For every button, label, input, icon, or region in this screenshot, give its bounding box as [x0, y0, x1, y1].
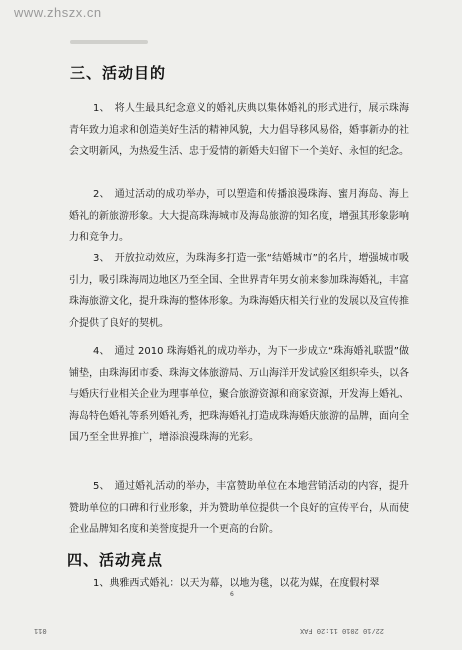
- paragraph-4: 4、 通过 2010 珠海婚礼的成功举办，为下一步成立“珠海婚礼联盟”做铺垫，由珠海团市委、珠海文体旅游局、万山海洋开发试验区组织牵头，以各与婚庆行业相关企业为理事单位，聚合旅游资源和商家资源，开发海上婚礼、海岛特色婚礼等系列婚礼秀，把珠海婚礼打造成珠海婚庆旅游的品牌，面向全国乃至全世界推广，增添浪漫珠海的光彩。: [69, 346, 409, 443]
- page-number: 6: [230, 591, 234, 598]
- paragraph-5: 5、 通过婚礼活动的举办，丰富赞助单位在本地营销活动的内容，提升赞助单位的口碑和行业形象，并为赞助单位提供一个良好的宣传平台，从而使企业品牌知名度和美誉度提升一个更高的台阶。: [69, 481, 409, 535]
- fax-header: 22/10 2010 11:20 FAX: [300, 626, 385, 634]
- fax-page-number: 011: [34, 626, 47, 634]
- highlight-item-1: 1、典雅西式婚礼：以天为幕，以地为毯，以花为媒，在度假村翠: [93, 578, 380, 589]
- scan-smudge: [70, 40, 148, 44]
- paragraph-1: 1、 将人生最具纪念意义的婚礼庆典以集体婚礼的形式进行，展示珠海青年致力追求和创造美好生活的精神风貌，大力倡导移风易俗，婚事新办的社会文明新风，为热爱生活、忠于爱情的新婚夫妇留下一个美好、永恒的纪念。: [69, 103, 409, 157]
- section-heading-purpose: 三、活动目的: [70, 64, 167, 82]
- paragraph-2: 2、 通过活动的成功举办，可以塑造和传播浪漫珠海、蜜月海岛、海上婚礼的新旅游形象。大大提高珠海城市及海岛旅游的知名度，增强其形象影响力和竞争力。: [69, 189, 409, 243]
- paragraph-3: 3、 开放拉动效应，为珠海多打造一张“结婚城市”的名片，增强城市吸引力，吸引珠海周边地区乃至全国、全世界青年男女前来参加珠海婚礼，丰富珠海旅游文化，提升珠海的整体形象。为珠海婚庆相关行业的发展以及宣传推介提供了良好的契机。: [69, 253, 409, 329]
- watermark: www.zhszx.cn: [14, 5, 102, 20]
- section-heading-highlights: 四、活动亮点: [67, 551, 164, 569]
